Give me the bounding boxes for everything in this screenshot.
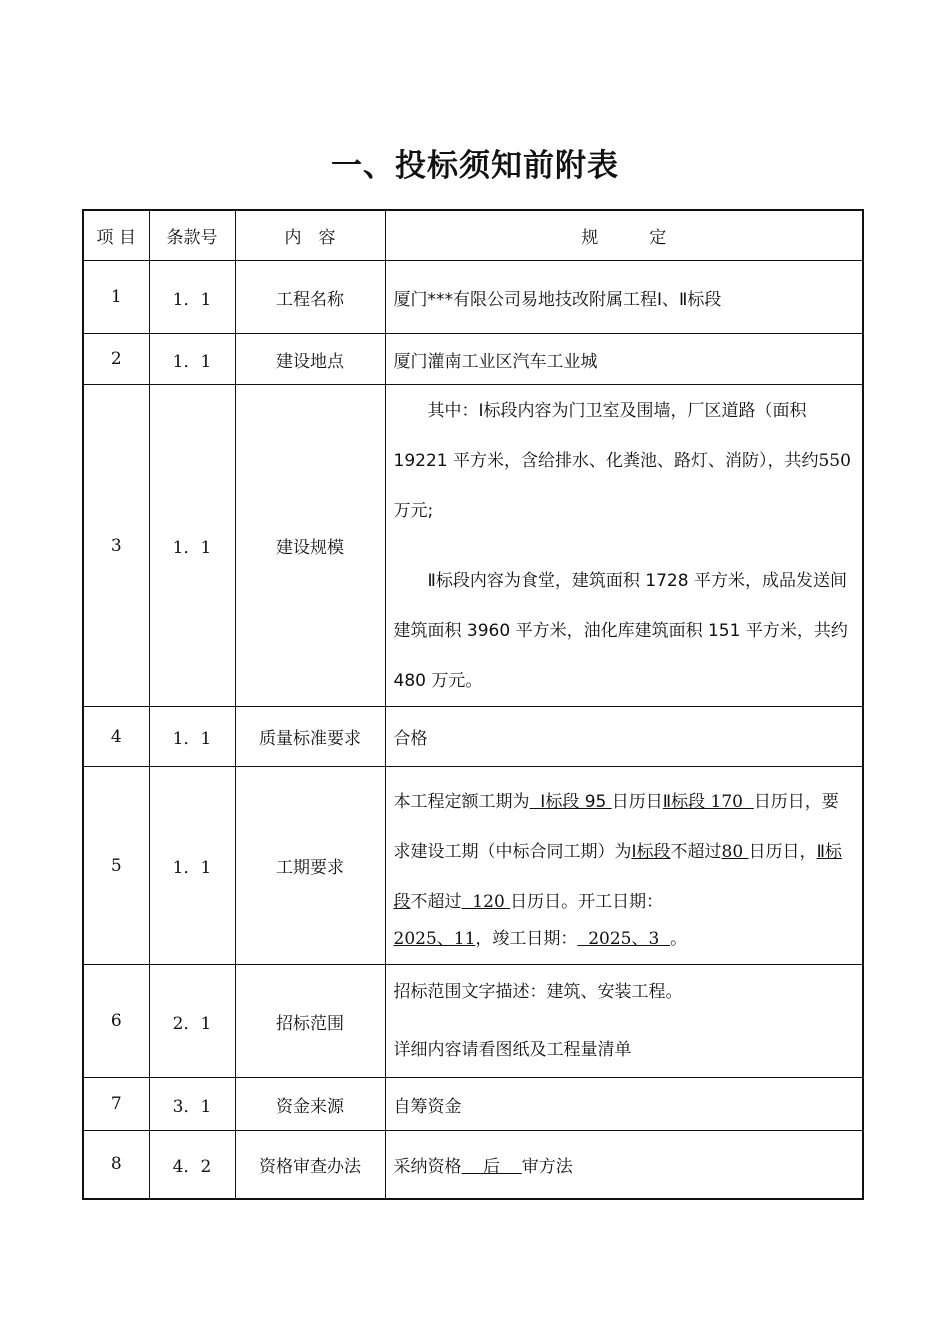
row-clause: 2．1 [149,965,235,1078]
header-item: 内 容 [235,210,385,261]
row-no: 7 [83,1078,149,1131]
row-no: 6 [83,965,149,1078]
period-n: 日历日。 [510,891,579,912]
bid-notice-table [82,209,864,1200]
row-clause: 1．1 [149,767,235,965]
table-row [83,261,863,334]
row-clause: 1．1 [149,707,235,767]
period-h: 不超过 [670,841,722,862]
row-value-period [385,767,863,965]
table-row [83,334,863,385]
start-date: 2025、11 [393,928,476,949]
row-item: 资格审查办法 [235,1131,385,1199]
row-no: 4 [83,707,149,767]
header-clause: 条款号 [149,210,235,261]
review-c: 审方法 [521,1156,573,1177]
table-row [83,385,863,707]
table-row [83,1078,863,1131]
period-g: Ⅰ标段 [631,841,671,862]
scope-a: 招标范围文字描述： [393,982,547,1002]
row-value-review [385,1131,863,1199]
period-c: 日历日 [611,791,663,812]
page-title: 一、投标须知前附表 [331,148,619,184]
row-item: 建设地点 [235,334,385,385]
table-row [83,767,863,965]
review-b: 后 [461,1156,522,1177]
period-k: Ⅱ标段 [393,841,842,912]
scope-line-2: 详细内容请看图纸及工程量清单 [393,1040,632,1060]
header-spec: 规 定 [385,210,863,261]
period-o: 开工日期： [578,891,664,912]
row-clause: 1．1 [149,385,235,707]
row-value: 合格 [385,707,863,767]
period-q: ，竣工日期： [475,928,578,949]
row-clause: 1．1 [149,261,235,334]
row-item: 工程名称 [235,261,385,334]
row-item: 质量标准要求 [235,707,385,767]
row-value: 厦门***有限公司易地技改附属工程Ⅰ、Ⅱ标段 [385,261,863,334]
end-date: 2025、3 [577,928,671,949]
scale-amount-1: 550 [818,450,851,471]
row-value: 自筹资金 [385,1078,863,1131]
row-no: 2 [83,334,149,385]
table-row [83,707,863,767]
scope-b: 建筑、安装 [546,982,632,1002]
period-j: 日历日， [748,841,817,862]
period-b: Ⅰ标段 95 [529,791,612,812]
scale-text-1-end: 万元; [393,500,434,521]
row-value-scale [385,385,863,707]
period-s: 。 [670,928,688,949]
row-item: 招标范围 [235,965,385,1078]
period-e: 170 [705,791,754,812]
period-a: 本工程定额工期为 [393,791,530,812]
row-item: 建设规模 [235,385,385,707]
row-no: 3 [83,385,149,707]
table-header-row [83,210,863,261]
header-no: 项 目 [83,210,149,261]
scope-line-1 [394,978,855,1006]
period-d: Ⅱ标段 [662,791,706,812]
period-l: 不超过 [410,891,462,912]
row-item: 工期要求 [235,767,385,965]
row-clause: 1．1 [149,334,235,385]
scale-paragraph-1 [394,386,855,536]
row-no: 1 [83,261,149,334]
table-row [83,1131,863,1199]
table-row [83,965,863,1078]
row-no: 5 [83,767,149,965]
period-dates [394,927,855,951]
scope-c: 工程。 [631,982,683,1002]
row-value: 厦门灌南工业区汽车工业城 [385,334,863,385]
row-value-scope [385,965,863,1078]
row-no: 8 [83,1131,149,1199]
scale-text-1: 其中：Ⅰ标段内容为门卫室及围墙，厂区道路（面积 19221 平方米，含给排水、化粪池、路灯、消防），共约 [393,400,819,471]
review-a: 采纳资格 [393,1156,462,1177]
row-item: 资金来源 [235,1078,385,1131]
row-clause: 3．1 [149,1078,235,1131]
row-clause: 4．2 [149,1131,235,1199]
period-m: 120 [461,891,511,912]
period-text [394,777,855,927]
period-f: 日历日，要求建设工期（中标合同工期）为 [393,791,839,862]
period-i: 80 [721,841,749,862]
scale-paragraph-2: Ⅱ标段内容为食堂，建筑面积 1728 平方米，成品发送间建筑面积 3960 平方米，油化库建筑面积 151 平方米，共约 480 万元。 [393,570,848,691]
